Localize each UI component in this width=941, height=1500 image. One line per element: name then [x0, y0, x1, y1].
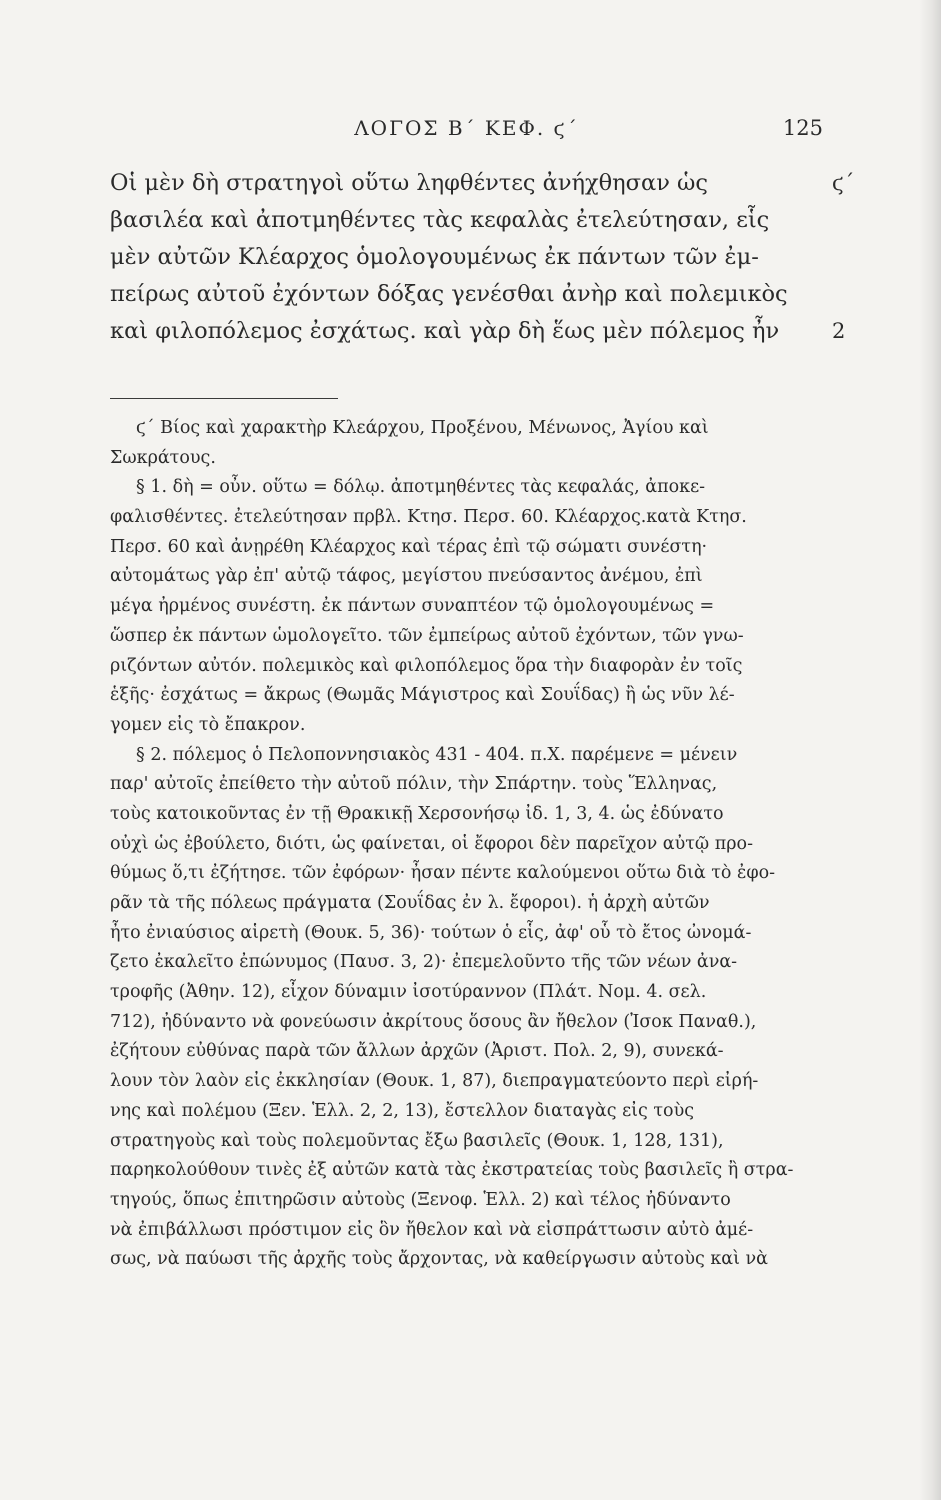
note-line: λουν τὸν λαὸν εἰς ἐκκλησίαν (Θουκ. 1, 87), διεπραγματεύοντο περὶ εἰρή-: [110, 1071, 759, 1092]
main-text-line: βασιλέα καὶ ἀποτμηθέντες τὰς κεφαλὰς ἐτελεύτησαν, εἷς: [110, 207, 770, 233]
note-line: § 2. πόλεμος ὁ Πελοποννησιακὸς 431 - 404. π.Χ. παρέμενε = μένειν: [136, 744, 738, 765]
note-line: ζετο ἐκαλεῖτο ἐπώνυμος (Παυσ. 3, 2)· ἐπεμελοῦντο τῆς τῶν νέων ἀνα-: [110, 952, 738, 973]
note-line: οὐχὶ ὡς ἐβούλετο, διότι, ὡς φαίνεται, οἱ ἔφοροι δὲν παρεῖχον αὐτῷ προ-: [110, 833, 753, 854]
note-line: ἑξῆς· ἐσχάτως = ἄκρως (Θωμᾶς Μάγιστρος καὶ Σουΐδας) ἢ ὡς νῦν λέ-: [110, 685, 735, 706]
note-line: Σωκράτους.: [110, 447, 216, 468]
note-line: νης καὶ πολέμου (Ξεν. Ἑλλ. 2, 2, 13), ἔστελλον διαταγὰς εἰς τοὺς: [110, 1100, 695, 1121]
footnote-separator-rule: [110, 398, 338, 399]
note-line: παρ' αὐτοῖς ἐπείθετο τὴν αὐτοῦ πόλιν, τὴν Σπάρτην. τοὺς Ἕλληνας,: [110, 774, 718, 795]
main-text-line: [110, 313, 846, 350]
note-line: τηγούς, ὅπως ἐπιτηρῶσιν αὐτοὺς (Ξενοφ. Ἑλλ. 2) καὶ τέλος ἠδύναντο: [110, 1189, 731, 1210]
note-line: Περσ. 60 καὶ ἀνῃρέθη Κλέαρχος καὶ τέρας ἐπὶ τῷ σώματι συνέστη·: [110, 536, 708, 557]
note-line: στρατηγοὺς καὶ τοὺς πολεμοῦντας ἔξω βασιλεῖς (Θουκ. 1, 128, 131),: [110, 1130, 724, 1151]
main-text-line-content: καὶ φιλοπόλεμος ἐσχάτως. καὶ γὰρ δὴ ἕως μὲν πόλεμος ἦν: [110, 318, 780, 344]
note-line: ὥσπερ ἐκ πάντων ὡμολογεῖτο. τῶν ἐμπείρως αὐτοῦ ἐχόντων, τῶν γνω-: [110, 625, 744, 646]
page-number: 125: [782, 116, 823, 140]
note-line: § 1. δὴ = οὖν. οὕτω = δόλῳ. ἀποτμηθέντες τὰς κεφαλάς, ἀποκε-: [136, 477, 706, 498]
main-text-line: [110, 165, 855, 202]
note-line: μέγα ἠρμένος συνέστη. ἐκ πάντων συναπτέον τῷ ὁμολογουμένως =: [110, 596, 715, 617]
note-line: φαλισθέντες. ἐτελεύτησαν πρβλ. Κτησ. Περσ. 60. Κλέαρχος.κατὰ Κτησ.: [110, 507, 747, 528]
main-text-line-content: Οἱ μὲν δὴ στρατηγοὶ οὕτω ληφθέντες ἀνήχθησαν ὡς: [110, 170, 708, 196]
note-line: τοὺς κατοικοῦντας ἐν τῇ Θρακικῇ Χερσονήσῳ ἰδ. 1, 3, 4. ὡς ἐδύνατο: [110, 803, 724, 824]
running-header: [110, 116, 823, 146]
note-line: θύμως ὅ,τι ἐζήτησε. τῶν ἐφόρων· ἦσαν πέντε καλούμενοι οὕτω διὰ τὸ ἐφο-: [110, 863, 776, 884]
note-line: 712), ἠδύναντο νὰ φονεύωσιν ἀκρίτους ὅσους ἂν ἤθελον (Ἰσοκ Παναθ.),: [110, 1011, 757, 1032]
note-line: ριζόντων αὐτόν. πολεμικὸς καὶ φιλοπόλεμος ὅρα τὴν διαφορὰν ἐν τοῖς: [110, 655, 743, 676]
note-line: παρηκολούθουν τινὲς ἐξ αὐτῶν κατὰ τὰς ἐκστρατείας τοὺς βασιλεῖς ἢ στρα-: [110, 1160, 794, 1181]
note-line: τροφῆς (Ἀθην. 12), εἶχον δύναμιν ἰσοτύραννον (Πλάτ. Νομ. 4. σελ.: [110, 982, 707, 1003]
note-line: γομεν εἰς τὸ ἔπακρον.: [110, 714, 306, 735]
margin-section-mark: ϛ΄: [832, 171, 855, 195]
note-line: σως, νὰ παύωσι τῆς ἀρχῆς τοὺς ἄρχοντας, νὰ καθείργωσιν αὐτοὺς καὶ νὰ: [110, 1249, 768, 1270]
main-text-line: πείρως αὐτοῦ ἐχόντων δόξας γενέσθαι ἀνὴρ καὶ πολεμικὸς: [110, 281, 788, 307]
note-line: ἦτο ἐνιαύσιος αἱρετὴ (Θουκ. 5, 36)· τούτων ὁ εἷς, ἀφ' οὗ τὸ ἔτος ὠνομά-: [110, 922, 752, 943]
note-line: νὰ ἐπιβάλλωσι πρόστιμον εἰς ὃν ἤθελον καὶ νὰ εἰσπράττωσιν αὐτὸ ἀμέ-: [110, 1219, 754, 1240]
main-text-line: μὲν αὐτῶν Κλέαρχος ὁμολογουμένως ἐκ πάντων τῶν ἐμ-: [110, 244, 759, 270]
main-text-block: [110, 165, 855, 350]
commentary-notes: [110, 414, 822, 1275]
margin-paragraph-number: 2: [832, 319, 846, 343]
note-line: ἐζήτουν εὐθύνας παρὰ τῶν ἄλλων ἀρχῶν (Ἀριστ. Πολ. 2, 9), συνεκά-: [110, 1041, 724, 1062]
note-line: αὐτομάτως γὰρ ἐπ' αὐτῷ τάφος, μεγίστου πνεύσαντος ἀνέμου, ἐπὶ: [110, 566, 703, 587]
note-line: ϛ΄ Βίος καὶ χαρακτὴρ Κλεάρχου, Προξένου, Μένωνος, Ἀγίου καὶ: [136, 418, 709, 438]
page-gutter-shadow: [919, 0, 941, 1500]
header-title: ΛΟΓΟΣ Β΄ ΚΕΦ. ϛ΄: [354, 116, 579, 140]
note-line: ρᾶν τὰ τῆς πόλεως πράγματα (Σουΐδας ἐν λ. ἔφοροι). ἡ ἀρχὴ αὐτῶν: [110, 893, 710, 913]
